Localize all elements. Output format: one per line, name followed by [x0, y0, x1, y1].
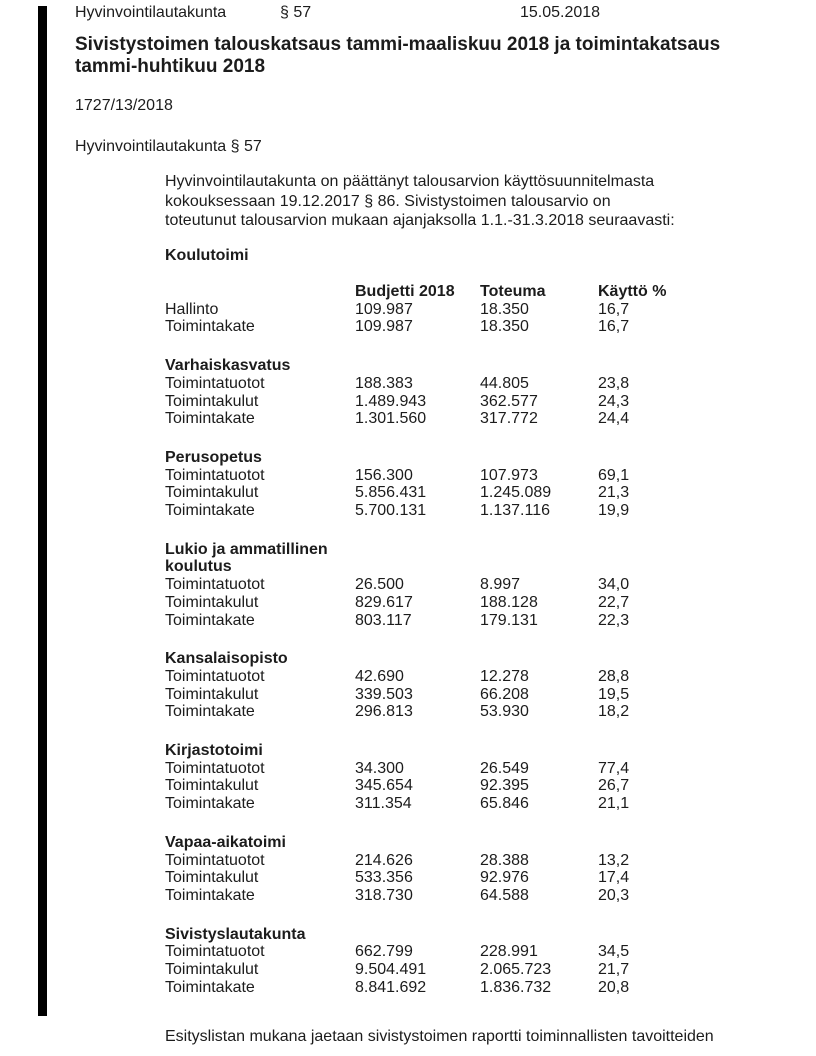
usage-cell: 13,2 [598, 851, 630, 869]
row-label-cell: Toimintakate [165, 703, 255, 721]
table-group [165, 357, 765, 428]
table-group [165, 926, 765, 997]
usage-cell: 18,2 [598, 703, 630, 721]
row-label-cell: Toimintatuotot [165, 851, 265, 869]
table-row [165, 795, 765, 813]
actual-cell: 64.588 [480, 886, 529, 904]
budget-cell: 9.504.491 [355, 961, 427, 979]
header-committee-name: Hyvinvointilautakunta [75, 4, 227, 21]
group-heading: Lukio ja ammatillinen koulutus [165, 540, 328, 576]
row-label-cell: Toimintakate [165, 502, 255, 520]
usage-cell: 21,3 [598, 484, 630, 502]
row-label-cell: Toimintakulut [165, 685, 259, 703]
usage-cell: 26,7 [598, 777, 630, 795]
table-row [165, 594, 765, 612]
budget-cell: 339.503 [355, 685, 413, 703]
budget-cell: 345.654 [355, 777, 413, 795]
actual-cell: 1.137.116 [480, 502, 550, 520]
row-label-cell: Toimintatuotot [165, 576, 265, 594]
row-label-cell: Toimintakulut [165, 777, 259, 795]
row-label-cell: Toimintakate [165, 318, 255, 336]
usage-cell: 22,3 [598, 611, 630, 629]
table-row [165, 668, 765, 686]
group-heading-row [165, 357, 765, 375]
row-label-cell: Toimintatuotot [165, 374, 265, 392]
table-row [165, 686, 765, 704]
row-label-cell: Toimintakate [165, 795, 255, 813]
row-label-cell: Toimintatuotot [165, 466, 265, 484]
actual-cell: 1.245.089 [480, 484, 552, 502]
left-margin-bar [38, 6, 47, 1016]
row-label-cell: Toimintakate [165, 978, 255, 996]
actual-cell: 53.930 [480, 703, 529, 721]
table-row [165, 410, 765, 428]
table-row [165, 760, 765, 778]
table-group [165, 834, 765, 905]
group-heading-row [165, 650, 765, 668]
budget-cell: 188.383 [355, 374, 413, 392]
table-row [165, 318, 765, 336]
table-row [165, 852, 765, 870]
budget-cell: 5.856.431 [355, 484, 427, 502]
budget-cell: 803.117 [355, 611, 412, 629]
table-row [165, 961, 765, 979]
usage-cell: 24,4 [598, 410, 630, 428]
usage-cell: 22,7 [598, 593, 630, 611]
row-label-cell: Toimintatuotot [165, 943, 265, 961]
usage-cell: 19,5 [598, 685, 630, 703]
finance-table [165, 283, 765, 997]
actual-cell: 18.350 [480, 300, 529, 318]
header-budget-cell: Budjetti 2018 [355, 283, 455, 300]
row-label-cell: Toimintakate [165, 886, 255, 904]
table-row [165, 301, 765, 319]
usage-cell: 34,5 [598, 943, 630, 961]
group-heading: Kansalaisopisto [165, 650, 288, 668]
budget-cell: 214.626 [355, 851, 413, 869]
budget-cell: 109.987 [355, 318, 413, 336]
table-group [165, 301, 765, 336]
group-heading: Vapaa-aikatoimi [165, 833, 286, 851]
budget-cell: 1.489.943 [355, 392, 427, 410]
row-label-cell: Toimintakate [165, 410, 255, 428]
budget-cell: 5.700.131 [355, 502, 427, 520]
budget-cell: 8.841.692 [355, 978, 427, 996]
budget-cell: 311.354 [355, 795, 412, 813]
usage-cell: 17,4 [598, 869, 630, 887]
table-group [165, 650, 765, 721]
actual-cell: 1.836.732 [480, 978, 552, 996]
actual-cell: 26.549 [480, 759, 529, 777]
header-empty-cell [165, 283, 355, 301]
actual-cell: 12.278 [480, 667, 529, 685]
table-row [165, 576, 765, 594]
group-heading-row [165, 742, 765, 760]
table-row [165, 502, 765, 520]
table-row [165, 467, 765, 485]
actual-cell: 107.973 [480, 466, 538, 484]
actual-cell: 362.577 [480, 392, 538, 410]
header-actual-cell: Toteuma [480, 283, 546, 300]
actual-cell: 188.128 [480, 593, 538, 611]
actual-cell: 8.997 [480, 576, 521, 594]
row-label-cell: Toimintatuotot [165, 667, 265, 685]
budget-cell: 109.987 [355, 300, 413, 318]
table-row [165, 943, 765, 961]
footer-line: Esityslistan mukana jaetaan sivistystoimen raportti toiminnallisten tavoitteiden [165, 1028, 714, 1045]
finance-table-header-row [165, 283, 765, 301]
row-label-cell: Hallinto [165, 300, 219, 318]
table-row [165, 484, 765, 502]
page-title: Sivistystoimen talouskatsaus tammi-maaliskuu 2018 ja toimintakatsaus tammi-huhtikuu 2018 [75, 34, 721, 77]
row-label-cell: Toimintakulut [165, 961, 259, 979]
actual-cell: 317.772 [480, 410, 538, 428]
committee-section-line: Hyvinvointilautakunta § 57 [75, 138, 262, 155]
table-row [165, 703, 765, 721]
table-group [165, 541, 765, 630]
usage-cell: 20,3 [598, 886, 630, 904]
row-label-cell: Toimintakulut [165, 484, 259, 502]
budget-cell: 662.799 [355, 943, 413, 961]
usage-cell: 21,1 [598, 795, 630, 813]
row-label-cell: Toimintakulut [165, 593, 259, 611]
actual-cell: 18.350 [480, 318, 529, 336]
budget-cell: 533.356 [355, 869, 413, 887]
group-heading: Sivistyslautakunta [165, 925, 306, 943]
budget-cell: 296.813 [355, 703, 413, 721]
group-heading-row [165, 541, 765, 576]
usage-cell: 77,4 [598, 759, 630, 777]
group-heading: Perusopetus [165, 448, 262, 466]
table-row [165, 979, 765, 997]
group-heading-row [165, 926, 765, 944]
actual-cell: 28.388 [480, 851, 529, 869]
table-group [165, 449, 765, 520]
table-row [165, 612, 765, 630]
header-usage-cell: Käyttö % [598, 283, 667, 300]
table-row [165, 869, 765, 887]
budget-cell: 42.690 [355, 667, 404, 685]
group-heading: Varhaiskasvatus [165, 357, 291, 375]
row-label-cell: Toimintakulut [165, 869, 259, 887]
budget-cell: 26.500 [355, 576, 404, 594]
actual-cell: 92.395 [480, 777, 529, 795]
group-heading: Kirjastotoimi [165, 742, 263, 760]
budget-cell: 829.617 [355, 593, 413, 611]
row-label-cell: Toimintatuotot [165, 759, 265, 777]
table-row [165, 393, 765, 411]
actual-cell: 179.131 [480, 611, 538, 629]
group-heading-row [165, 449, 765, 467]
budget-cell: 34.300 [355, 759, 404, 777]
group-heading-row [165, 834, 765, 852]
actual-cell: 44.805 [480, 374, 529, 392]
actual-cell: 66.208 [480, 685, 529, 703]
usage-cell: 28,8 [598, 667, 630, 685]
usage-cell: 16,7 [598, 300, 630, 318]
header-date: 15.05.2018 [520, 4, 601, 21]
usage-cell: 69,1 [598, 466, 630, 484]
intro-paragraph: Hyvinvointilautakunta on päättänyt talousarvion käyttösuunnitelmasta kokouksessaan 19.12.2017 § 86. Sivistystoimen talousarvio on toteutunut talousarvion mukaan ajanjaksolla 1.1.-31.3.2018 seuraavasti: [165, 173, 675, 229]
section-heading-koulutoimi: Koulutoimi [165, 247, 249, 264]
table-row [165, 777, 765, 795]
actual-cell: 92.976 [480, 869, 529, 887]
actual-cell: 2.065.723 [480, 961, 552, 979]
row-label-cell: Toimintakate [165, 611, 255, 629]
usage-cell: 20,8 [598, 978, 630, 996]
header-section-mark: § 57 [280, 4, 312, 21]
usage-cell: 24,3 [598, 392, 630, 410]
actual-cell: 65.846 [480, 795, 529, 813]
usage-cell: 23,8 [598, 374, 630, 392]
budget-cell: 1.301.560 [355, 410, 427, 428]
usage-cell: 34,0 [598, 576, 630, 594]
budget-cell: 318.730 [355, 886, 413, 904]
budget-cell: 156.300 [355, 466, 413, 484]
actual-cell: 228.991 [480, 943, 538, 961]
usage-cell: 21,7 [598, 961, 630, 979]
table-row [165, 887, 765, 905]
finance-table-body [165, 301, 765, 997]
table-group [165, 742, 765, 813]
table-row [165, 375, 765, 393]
usage-cell: 16,7 [598, 318, 630, 336]
usage-cell: 19,9 [598, 502, 630, 520]
row-label-cell: Toimintakulut [165, 392, 259, 410]
diary-number: 1727/13/2018 [75, 97, 173, 114]
